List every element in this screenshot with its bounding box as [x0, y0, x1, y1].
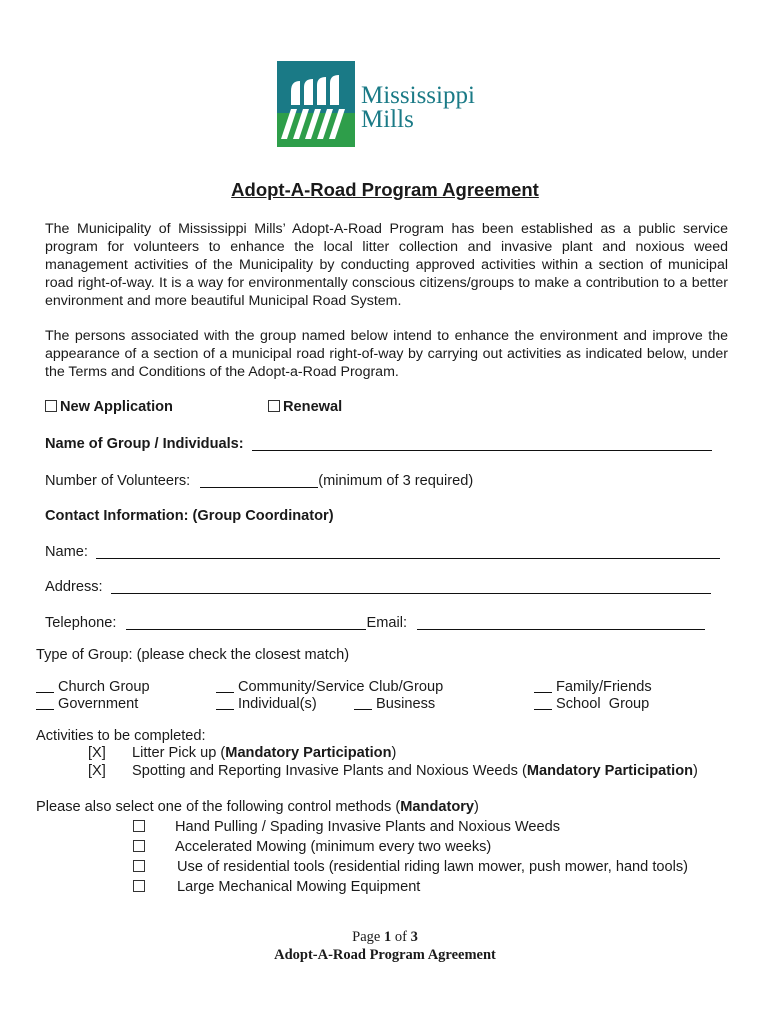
mississippi-mills-logo: [277, 61, 477, 147]
name-field[interactable]: [96, 544, 720, 559]
activity-close: ): [391, 745, 397, 761]
address-row: [45, 578, 711, 596]
volunteers-field[interactable]: [200, 473, 318, 488]
activity-item-invasive: [88, 762, 106, 780]
control-method-residential-tools[interactable]: [133, 858, 688, 876]
telephone-field[interactable]: [126, 615, 366, 630]
new-application-label: New Application: [60, 399, 173, 415]
group-type-school[interactable]: [534, 695, 649, 713]
group-type-business[interactable]: [354, 695, 435, 713]
hand-pulling-label: Hand Pulling / Spading Invasive Plants and Noxious Weeds: [175, 819, 561, 835]
business-label: Business: [376, 696, 436, 712]
group-type-government[interactable]: [36, 695, 138, 713]
logo-mark-icon: [277, 61, 355, 147]
group-name-label: Name of Group / Individuals:: [45, 436, 244, 452]
activity-text-invasive: [132, 762, 698, 780]
group-type-family[interactable]: [534, 678, 652, 696]
government-label: Government: [58, 696, 139, 712]
volunteers-row: [45, 472, 473, 490]
page-title: Adopt-A-Road Program Agreement: [231, 179, 539, 200]
residential-tools-checkbox[interactable]: [133, 860, 145, 872]
school-label: School Group: [556, 696, 650, 712]
activities-heading: Activities to be completed:: [36, 728, 206, 744]
residential-tools-label: Use of residential tools (residential riding lawn mower, push mower, hand tools): [177, 859, 689, 875]
activity-text: Litter Pick up (: [132, 745, 226, 761]
control-method-mechanical-mowing[interactable]: [133, 878, 420, 896]
new-application-checkbox[interactable]: [45, 400, 57, 412]
government-blank[interactable]: [36, 697, 54, 710]
name-label: Name:: [45, 544, 88, 560]
renewal-label: Renewal: [283, 399, 343, 415]
address-field[interactable]: [111, 579, 711, 594]
activity-item-litter: [88, 744, 106, 762]
business-blank[interactable]: [354, 697, 372, 710]
page-word: Page: [352, 929, 381, 945]
telephone-label: Telephone:: [45, 615, 117, 631]
footer-doc-title: Adopt-A-Road Program Agreement: [274, 947, 496, 963]
new-application-option[interactable]: [45, 398, 173, 416]
page-footer: [0, 928, 770, 964]
activity-mark: [X]: [88, 745, 106, 761]
church-blank[interactable]: [36, 680, 54, 693]
group-name-field[interactable]: [252, 436, 712, 451]
logo-word-2: Mills: [361, 106, 414, 133]
control-method-hand-pulling[interactable]: [133, 818, 560, 836]
activity-mandatory: Mandatory Participation: [526, 763, 694, 779]
control-heading-text: Please also select one of the following control methods (: [36, 799, 401, 815]
activity-text-litter: [132, 744, 396, 762]
family-label: Family/Friends: [556, 679, 652, 695]
community-label: Community/Service Club/Group: [238, 679, 444, 695]
accelerated-mowing-checkbox[interactable]: [133, 840, 145, 852]
control-method-accelerated-mowing[interactable]: [133, 838, 491, 856]
address-label: Address:: [45, 579, 103, 595]
email-label: Email:: [366, 615, 408, 631]
church-label: Church Group: [58, 679, 150, 695]
control-heading-mandatory: Mandatory: [400, 799, 475, 815]
school-blank[interactable]: [534, 697, 552, 710]
mechanical-mowing-label: Large Mechanical Mowing Equipment: [177, 879, 421, 895]
contact-heading: Contact Information: (Group Coordinator): [45, 508, 334, 524]
email-field[interactable]: [417, 615, 705, 630]
logo-word-1: Mississippi: [361, 82, 475, 109]
group-type-church[interactable]: [36, 678, 150, 696]
individuals-label: Individual(s): [238, 696, 317, 712]
of-word: of: [394, 929, 407, 945]
activity-text: Spotting and Reporting Invasive Plants and Noxious Weeds (: [132, 763, 527, 779]
activity-close: ): [693, 763, 698, 779]
activity-mandatory: Mandatory Participation: [225, 745, 392, 761]
telephone-email-row: [45, 614, 705, 632]
volunteers-label: Number of Volunteers:: [45, 473, 191, 489]
group-name-row: [45, 435, 712, 453]
second-paragraph: The persons associated with the group named below intend to enhance the environment and improve the appearance of a section of a municipal road right-of-way by carrying out activities as indicated below, under the Terms and Conditions of the Adopt-a-Road Program.: [45, 328, 728, 380]
page-total: 3: [410, 929, 418, 945]
intro-paragraph: The Municipality of Mississippi Mills’ Adopt-A-Road Program has been established as a public service program for volunteers to enhance the local litter collection and invasive plant and noxious weed management activities of the Municipality by conducting approved activities within a section of municipal road right-of-way. It is a way for environmentally conscious citizens/groups to make a contribution to a better environment and more beautiful Municipal Road System.: [45, 221, 728, 309]
hand-pulling-checkbox[interactable]: [133, 820, 145, 832]
individuals-blank[interactable]: [216, 697, 234, 710]
group-type-community[interactable]: [216, 678, 443, 696]
page-num: 1: [383, 929, 392, 945]
renewal-checkbox[interactable]: [268, 400, 280, 412]
name-row: [45, 543, 720, 561]
volunteers-note: (minimum of 3 required): [318, 473, 474, 489]
control-heading-close: ): [474, 799, 479, 815]
group-type-heading: Type of Group: (please check the closest match): [36, 647, 350, 663]
community-blank[interactable]: [216, 680, 234, 693]
control-methods-heading: [36, 798, 479, 816]
page-number: [0, 928, 770, 946]
group-type-individuals[interactable]: [216, 695, 317, 713]
renewal-option[interactable]: [268, 398, 342, 416]
mechanical-mowing-checkbox[interactable]: [133, 880, 145, 892]
activity-mark: [X]: [88, 763, 106, 779]
family-blank[interactable]: [534, 680, 552, 693]
accelerated-mowing-label: Accelerated Mowing (minimum every two weeks): [175, 839, 492, 855]
